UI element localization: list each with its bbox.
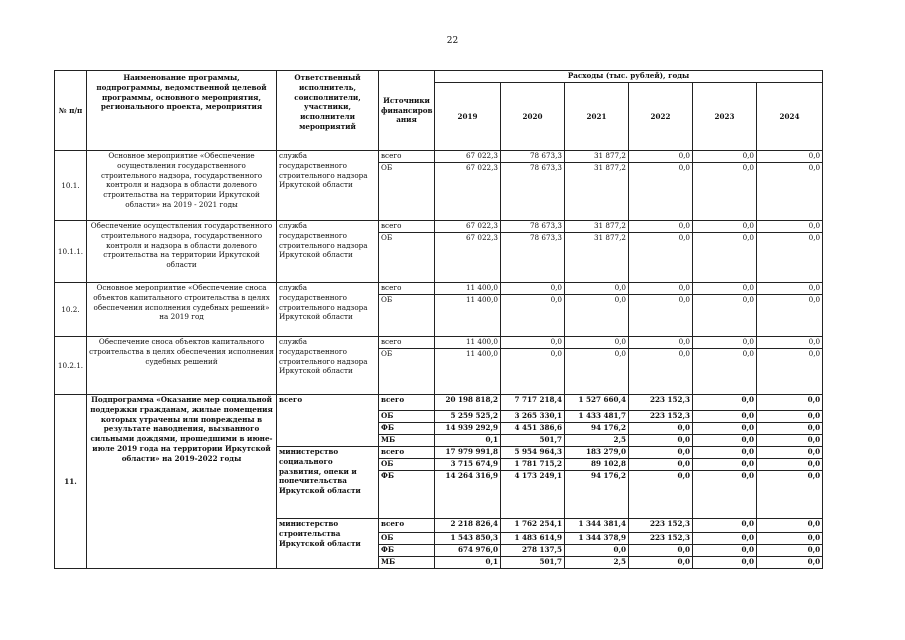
row-value: 0,0 — [501, 295, 565, 337]
row-value: 20 198 818,2 — [435, 395, 501, 411]
row-value: 0,0 — [565, 295, 629, 337]
row-value: 0,0 — [693, 519, 757, 533]
row-value: 1 781 715,2 — [501, 459, 565, 471]
row-value: 0,0 — [693, 423, 757, 435]
row-executor: служба государственного строительного надзора Иркутской области — [277, 151, 379, 221]
row-value: 0,0 — [693, 395, 757, 411]
header-year: 2019 — [435, 83, 501, 151]
row-value: 1 762 254,1 — [501, 519, 565, 533]
header-year: 2022 — [629, 83, 693, 151]
row-source: ФБ — [379, 423, 435, 435]
row-name: Подпрограмма «Оказание мер социальной поддержки гражданам, жилые помещения которых утрачены или повреждены в результате наводнения, вызванного сильными дождями, прошедшими в июне-июле 2019 года на территории Иркутской области» на 2019-2022 годы — [87, 395, 277, 569]
row-source: ОБ — [379, 533, 435, 545]
row-value: 0,0 — [693, 295, 757, 337]
row-value: 11 400,0 — [435, 295, 501, 337]
row-value: 0,0 — [501, 349, 565, 395]
row-executor: министерство социального развития, опеки и попечительства Иркутской области — [277, 447, 379, 519]
row-value: 0,0 — [693, 163, 757, 221]
row-value: 0,0 — [757, 545, 823, 557]
row-number: 10.2.1. — [55, 337, 87, 395]
row-value: 0,0 — [629, 447, 693, 459]
row-value: 67 022,3 — [435, 163, 501, 221]
row-value: 501,7 — [501, 435, 565, 447]
header-expenses: Расходы (тыс. рублей), годы — [435, 71, 823, 83]
row-value: 31 877,2 — [565, 221, 629, 233]
row-value: 5 259 525,2 — [435, 411, 501, 423]
row-value: 0,1 — [435, 557, 501, 569]
row-source: всего — [379, 447, 435, 459]
header-executor: Ответственный исполнитель, соисполнители, участники, исполнители мероприятий — [277, 71, 379, 151]
header-year: 2023 — [693, 83, 757, 151]
table-row — [55, 395, 823, 411]
row-value: 0,0 — [693, 459, 757, 471]
row-source: ФБ — [379, 471, 435, 519]
row-value: 11 400,0 — [435, 337, 501, 349]
row-value: 0,0 — [693, 349, 757, 395]
table-row — [55, 221, 823, 233]
row-value: 0,0 — [757, 233, 823, 283]
row-value: 0,0 — [757, 295, 823, 337]
row-value: 0,0 — [757, 435, 823, 447]
row-value: 501,7 — [501, 557, 565, 569]
row-value: 0,1 — [435, 435, 501, 447]
row-value: 11 400,0 — [435, 349, 501, 395]
row-value: 0,0 — [629, 283, 693, 295]
row-value: 0,0 — [629, 295, 693, 337]
row-source: всего — [379, 283, 435, 295]
row-value: 0,0 — [565, 349, 629, 395]
row-name: Обеспечение осуществления государственного строительного надзора, государственного контроля и надзора в области долевого строительства на территории Иркутской области — [87, 221, 277, 283]
row-value: 0,0 — [757, 283, 823, 295]
row-source: ОБ — [379, 233, 435, 283]
row-value: 0,0 — [693, 557, 757, 569]
row-value: 31 877,2 — [565, 151, 629, 163]
row-value: 1 543 850,3 — [435, 533, 501, 545]
row-number: 10.1. — [55, 151, 87, 221]
row-value: 31 877,2 — [565, 163, 629, 221]
row-value: 3 265 330,1 — [501, 411, 565, 423]
row-value: 278 137,5 — [501, 545, 565, 557]
row-value: 0,0 — [565, 337, 629, 349]
row-value: 0,0 — [757, 423, 823, 435]
row-value: 674 976,0 — [435, 545, 501, 557]
row-value: 0,0 — [629, 423, 693, 435]
row-value: 5 954 964,3 — [501, 447, 565, 459]
row-executor: служба государственного строительного надзора Иркутской области — [277, 221, 379, 283]
header-num: № п/п — [55, 71, 87, 151]
row-value: 67 022,3 — [435, 221, 501, 233]
row-value: 0,0 — [693, 447, 757, 459]
row-value: 0,0 — [757, 557, 823, 569]
row-value: 89 102,8 — [565, 459, 629, 471]
row-value: 0,0 — [693, 233, 757, 283]
row-value: 11 400,0 — [435, 283, 501, 295]
row-source: МБ — [379, 435, 435, 447]
row-value: 0,0 — [693, 337, 757, 349]
row-source: всего — [379, 151, 435, 163]
row-value: 1 527 660,4 — [565, 395, 629, 411]
row-value: 0,0 — [629, 337, 693, 349]
row-source: всего — [379, 519, 435, 533]
row-value: 0,0 — [629, 545, 693, 557]
row-value: 78 673,3 — [501, 151, 565, 163]
row-value: 17 979 991,8 — [435, 447, 501, 459]
row-value: 2,5 — [565, 557, 629, 569]
row-name: Обеспечение сноса объектов капитального строительства в целях обеспечения исполнения судебных решений — [87, 337, 277, 395]
row-value: 0,0 — [757, 221, 823, 233]
row-value: 4 451 386,6 — [501, 423, 565, 435]
row-value: 1 433 481,7 — [565, 411, 629, 423]
row-number: 10.1.1. — [55, 221, 87, 283]
row-value: 0,0 — [757, 533, 823, 545]
budget-table — [54, 70, 823, 569]
row-value: 67 022,3 — [435, 151, 501, 163]
header-name: Наименование программы, подпрограммы, ведомственной целевой программы, основного мероприятия, регионального проекта, мероприятия — [87, 71, 277, 151]
row-value: 78 673,3 — [501, 163, 565, 221]
row-value: 0,0 — [629, 221, 693, 233]
row-value: 14 264 316,9 — [435, 471, 501, 519]
row-value: 0,0 — [757, 151, 823, 163]
row-value: 0,0 — [565, 545, 629, 557]
row-value: 78 673,3 — [501, 233, 565, 283]
row-source: ФБ — [379, 545, 435, 557]
row-value: 94 176,2 — [565, 471, 629, 519]
row-value: 94 176,2 — [565, 423, 629, 435]
row-value: 3 715 674,9 — [435, 459, 501, 471]
row-value: 0,0 — [757, 447, 823, 459]
row-number: 10.2. — [55, 283, 87, 337]
row-executor: служба государственного строительного надзора Иркутской области — [277, 283, 379, 337]
row-source: всего — [379, 337, 435, 349]
row-value: 0,0 — [757, 411, 823, 423]
row-source: всего — [379, 221, 435, 233]
page-number: 22 — [446, 36, 459, 46]
row-value: 0,0 — [693, 411, 757, 423]
header-year: 2020 — [501, 83, 565, 151]
table-row — [55, 337, 823, 349]
row-value: 0,0 — [757, 337, 823, 349]
row-value: 14 939 292,9 — [435, 423, 501, 435]
row-name: Основное мероприятие «Обеспечение осуществления государственного строительного надзора, государственного контроля и надзора в области долевого строительства на территории Иркутской области» на 2019 - 2021 годы — [87, 151, 277, 221]
row-value: 0,0 — [629, 471, 693, 519]
row-value: 1 344 378,9 — [565, 533, 629, 545]
row-value: 67 022,3 — [435, 233, 501, 283]
table-row — [55, 151, 823, 163]
row-source: ОБ — [379, 163, 435, 221]
row-executor: министерство строительства Иркутской области — [277, 519, 379, 569]
row-value: 0,0 — [629, 435, 693, 447]
row-value: 2,5 — [565, 435, 629, 447]
row-value: 0,0 — [693, 545, 757, 557]
header-source: Источники финансиров ания — [379, 71, 435, 151]
header-year: 2024 — [757, 83, 823, 151]
row-value: 0,0 — [629, 233, 693, 283]
row-source: ОБ — [379, 349, 435, 395]
row-value: 223 152,3 — [629, 519, 693, 533]
row-source: МБ — [379, 557, 435, 569]
row-value: 223 152,3 — [629, 533, 693, 545]
row-value: 0,0 — [565, 283, 629, 295]
row-value: 0,0 — [693, 283, 757, 295]
row-executor: всего — [277, 395, 379, 447]
row-value: 0,0 — [693, 471, 757, 519]
row-value: 2 218 826,4 — [435, 519, 501, 533]
row-value: 0,0 — [757, 459, 823, 471]
table-row — [55, 283, 823, 295]
row-value: 0,0 — [629, 349, 693, 395]
row-value: 0,0 — [693, 533, 757, 545]
row-value: 0,0 — [501, 283, 565, 295]
row-value: 0,0 — [629, 151, 693, 163]
row-value: 223 152,3 — [629, 411, 693, 423]
row-value: 0,0 — [693, 435, 757, 447]
row-value: 0,0 — [629, 459, 693, 471]
header-year: 2021 — [565, 83, 629, 151]
row-executor: служба государственного строительного надзора Иркутской области — [277, 337, 379, 395]
row-value: 0,0 — [757, 519, 823, 533]
row-value: 223 152,3 — [629, 395, 693, 411]
row-value: 4 173 249,1 — [501, 471, 565, 519]
row-value: 0,0 — [693, 151, 757, 163]
row-name: Основное мероприятие «Обеспечение сноса объектов капитального строительства в целях обеспечения исполнения судебных решений» на 2019 год — [87, 283, 277, 337]
row-value: 0,0 — [693, 221, 757, 233]
row-value: 7 717 218,4 — [501, 395, 565, 411]
row-source: ОБ — [379, 411, 435, 423]
row-value: 1 483 614,9 — [501, 533, 565, 545]
row-value: 0,0 — [757, 471, 823, 519]
row-value: 0,0 — [757, 349, 823, 395]
row-value: 0,0 — [757, 163, 823, 221]
row-value: 31 877,2 — [565, 233, 629, 283]
row-source: ОБ — [379, 295, 435, 337]
row-value: 0,0 — [501, 337, 565, 349]
row-value: 0,0 — [757, 395, 823, 411]
row-value: 78 673,3 — [501, 221, 565, 233]
row-number: 11. — [55, 395, 87, 569]
row-source: ОБ — [379, 459, 435, 471]
row-value: 0,0 — [629, 163, 693, 221]
row-value: 1 344 381,4 — [565, 519, 629, 533]
row-source: всего — [379, 395, 435, 411]
row-value: 0,0 — [629, 557, 693, 569]
row-value: 183 279,0 — [565, 447, 629, 459]
